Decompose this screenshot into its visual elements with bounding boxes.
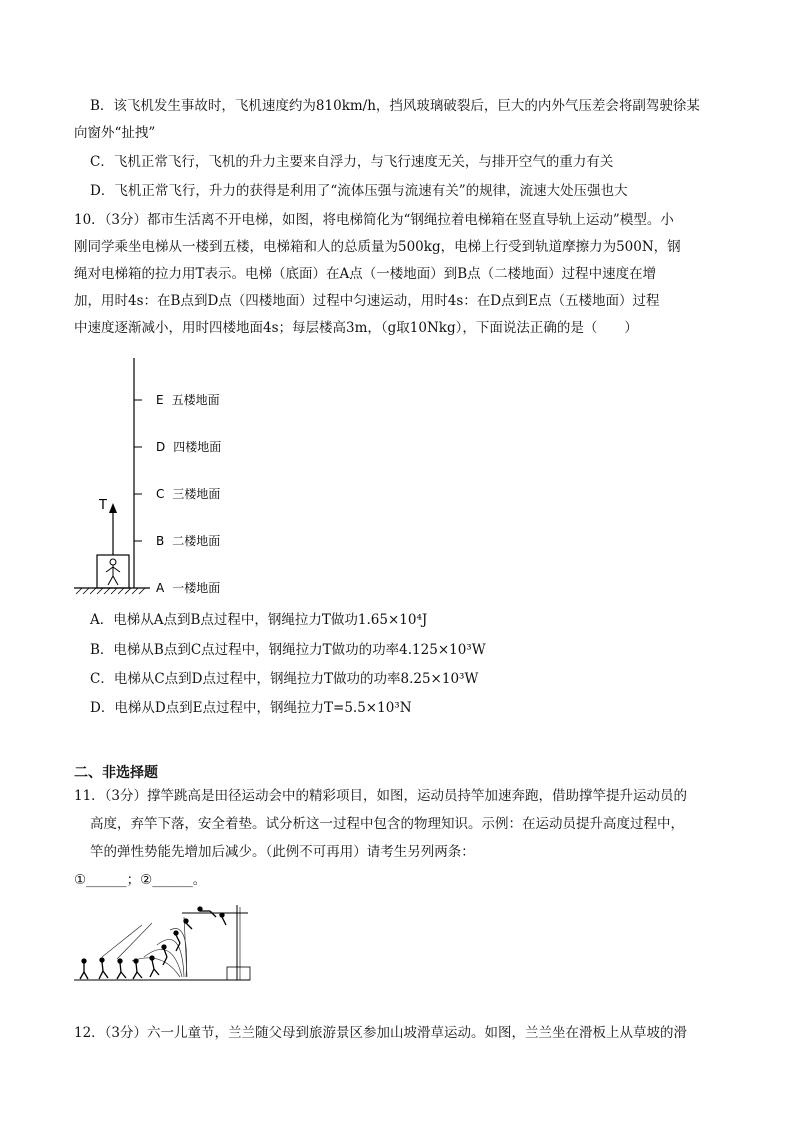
- q11-answer-blanks: ①______；②______。: [74, 872, 207, 888]
- tension-label: T: [99, 498, 107, 513]
- person-icon: [106, 559, 120, 585]
- q10-stem-line2: 刚同学乘坐电梯从一楼到五楼，电梯箱和人的总质量为500kg，电梯上行受到轨道摩擦力为500N，钢: [74, 239, 681, 255]
- q11-stem-line1: 11．（3分）撑竿跳高是田径运动会中的精彩项目，如图，运动员持竿加速奔跑，借助撑竿提升运动员的: [74, 788, 688, 804]
- q10-option-b: B．电梯从B点到C点过程中，钢绳拉力T做功的功率4.125×10³W: [90, 642, 486, 658]
- ground-hatch: [76, 588, 145, 594]
- q10-stem-line5: 中速度逐渐减小，用时四楼地面4s；每层楼高3m，（g取10Nkg），下面说法正确的是（ ）: [74, 320, 638, 336]
- q11-stem-line3: 竿的弹性势能先增加后减少。（此例不可再用）请考生另列两条：: [90, 844, 475, 860]
- floor-label-c: C 三楼地面: [156, 487, 221, 501]
- elevator-diagram: [70, 350, 270, 600]
- q12-stem-line1: 12．（3分）六一儿童节，兰兰随父母到旅游景区参加山坡滑草运动。如图，兰兰坐在滑板上从草坡的滑: [74, 1025, 688, 1041]
- pole-vault-illustration: [72, 895, 252, 987]
- q9-option-b-line2: 向窗外“扯拽”: [74, 125, 156, 141]
- q11-stem-line2: 高度，弃竿下落，安全着垫。试分析这一过程中包含的物理知识。示例：在运动员提升高度过程中，: [90, 816, 684, 832]
- floor-label-e: E 五楼地面: [156, 393, 220, 407]
- q10-stem-line4: 加，用时4s：在B点到D点（四楼地面）过程中匀速运动，用时4s：在D点到E点（五楼地面）过程: [74, 293, 660, 309]
- q10-option-a: A．电梯从A点到B点过程中，钢绳拉力T做功1.65×10⁴J: [90, 612, 428, 628]
- q10-stem-line1: 10．（3分）都市生活离不开电梯，如图，将电梯简化为“钢绳拉着电梯箱在竖直导轨上运动”模型。小: [74, 212, 674, 228]
- pole-sequence: [102, 917, 187, 977]
- floor-label-a: A 一楼地面: [156, 581, 221, 595]
- floor-label-d: D 四楼地面: [156, 440, 222, 454]
- tension-arrow-head: [109, 503, 117, 513]
- q9-option-b-line1: B．该飞机发生事故时，飞机速度约为810km/h，挡风玻璃破裂后，巨大的内外气压差会将副驾驶徐某: [90, 98, 700, 114]
- q9-option-d: D．飞机正常飞行，升力的获得是利用了“流体压强与流速有关”的规律，流速大处压强也大: [90, 183, 628, 199]
- q10-option-c: C．电梯从C点到D点过程中，钢绳拉力T做功的功率8.25×10³W: [90, 671, 479, 687]
- athlete-sequence: [80, 907, 226, 979]
- q10-option-d: D．电梯从D点到E点过程中，钢绳拉力T=5.5×10³N: [90, 700, 412, 716]
- section-heading: 二、非选择题: [74, 765, 158, 781]
- landing-mat: [227, 967, 250, 980]
- floor-label-b: B 二楼地面: [156, 534, 221, 548]
- q9-option-c: C．飞机正常飞行，飞机的升力主要来自浮力，与飞行速度无关，与排开空气的重力有关: [90, 154, 614, 170]
- q10-stem-line3: 绳对电梯箱的拉力用T表示。电梯（底面）在A点（一楼地面）到B点（二楼地面）过程中速度在增: [74, 266, 657, 282]
